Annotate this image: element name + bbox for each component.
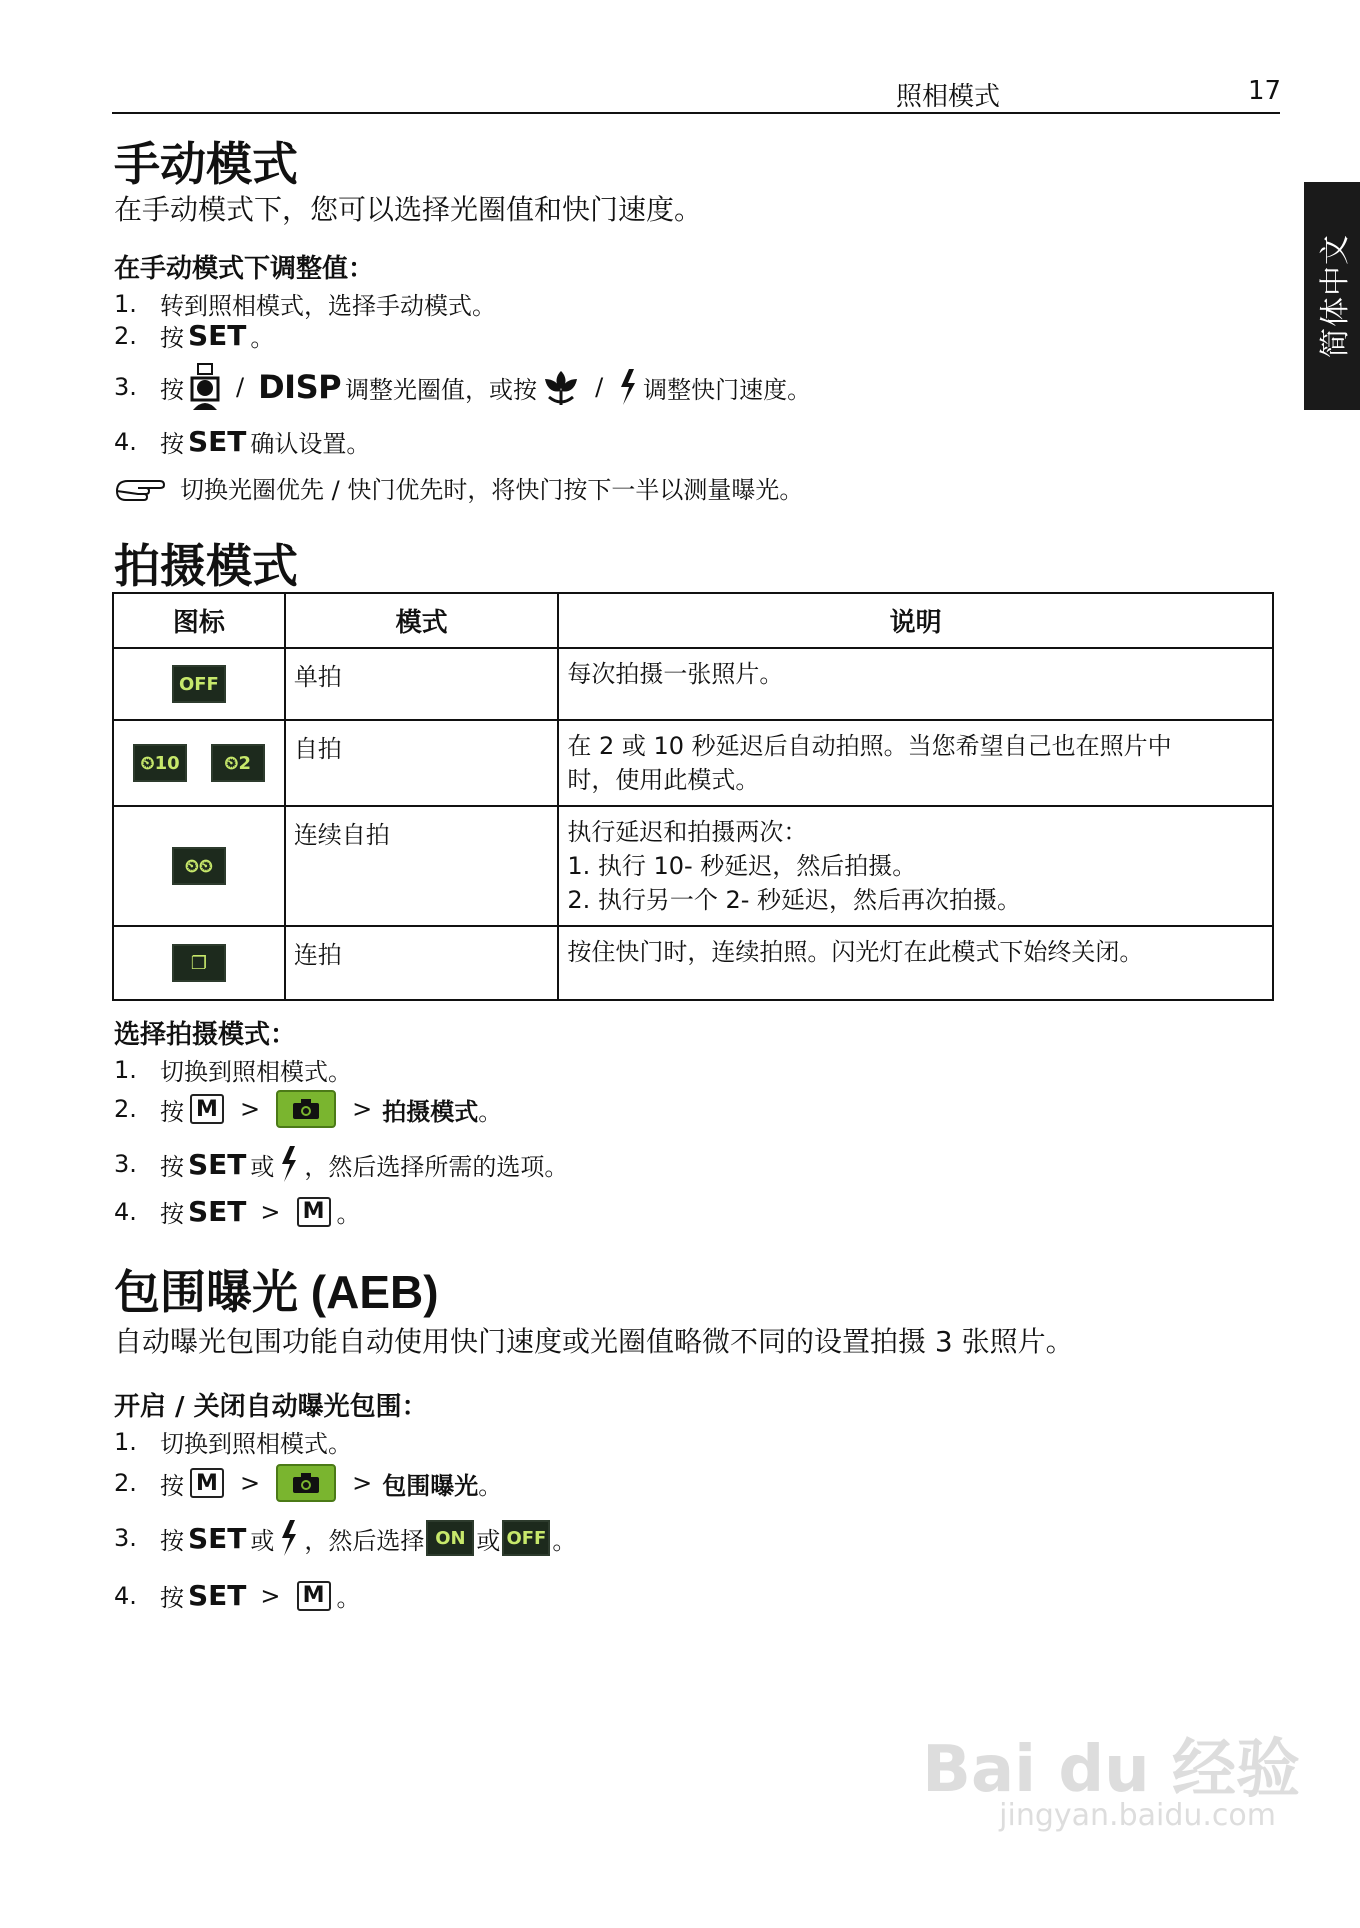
table-row: [113, 720, 1273, 806]
header-title: 照相模式: [895, 82, 1000, 112]
manual-subheading: 在手动模式下调整值：: [114, 254, 375, 284]
mode-cell: 自拍: [285, 720, 559, 806]
page-number: 17: [1248, 76, 1282, 106]
exposure-person-icon: [188, 362, 222, 412]
table-header-row: [113, 593, 1273, 648]
shooting-step-1: 1. 切换到照相模式。: [114, 1055, 352, 1086]
set-key: SET: [188, 1521, 247, 1555]
manual-step-3: 3. 按 / DISP 调整光圈值，或按 / 调整快门速度。: [114, 362, 811, 412]
aeb-off-icon: OFF: [502, 1520, 550, 1556]
table-row: [113, 926, 1273, 1000]
table-row: [113, 648, 1273, 720]
column-header-description: 说明: [558, 593, 1273, 648]
icon-cell: [113, 926, 285, 1000]
manual-intro: 在手动模式下，您可以选择光圈值和快门速度。: [114, 193, 703, 226]
mode-cell: 连拍: [285, 926, 559, 1000]
continuous-shot-icon: ❐: [172, 944, 226, 982]
aeb-step-4: 4. 按 SET > M 。: [114, 1579, 361, 1612]
description-cell: 执行延迟和拍摄两次： 1. 执行 10- 秒延迟，然后拍摄。 2. 执行另一个 2- 秒延迟，然后再次拍摄。: [558, 806, 1273, 926]
set-key: SET: [188, 1195, 247, 1228]
camera-menu-icon: [276, 1090, 336, 1128]
mode-cell: 连续自拍: [285, 806, 559, 926]
macro-flower-icon: [541, 367, 581, 407]
camera-menu-icon: [276, 1464, 336, 1502]
menu-m-button-icon: M: [190, 1468, 224, 1498]
menu-m-button-icon: M: [297, 1197, 331, 1227]
aeb-on-icon: ON: [426, 1520, 474, 1556]
manual-step-1: 1. 转到照相模式，选择手动模式。: [114, 289, 496, 320]
language-side-tab: [1304, 182, 1360, 410]
shooting-mode-table: [112, 592, 1274, 1001]
set-key: SET: [188, 319, 247, 352]
aeb-intro: 自动曝光包围功能自动使用快门速度或光圈值略微不同的设置拍摄 3 张照片。: [114, 1325, 1074, 1358]
description-cell: 每次拍摄一张照片。: [558, 648, 1273, 720]
double-self-timer-icon: ⏲⏲: [172, 847, 226, 885]
single-shot-icon: OFF: [172, 665, 226, 703]
column-header-icon: 图标: [113, 593, 285, 648]
self-timer-2s-icon: ⏲2: [211, 744, 265, 782]
manual-step-4: 4. 按 SET 确认设置。: [114, 425, 371, 458]
menu-m-button-icon: M: [190, 1094, 224, 1124]
icon-cell: [113, 720, 285, 806]
aeb-step-2: 2. 按 M > > 包围曝光 。: [114, 1464, 502, 1502]
flash-icon: [278, 1518, 300, 1558]
baidu-watermark: Bai du 经验: [922, 1733, 1300, 1807]
disp-key: DISP: [258, 368, 342, 406]
description-cell: 按住快门时，连续拍照。闪光灯在此模式下始终关闭。: [558, 926, 1273, 1000]
menu-item-aeb: 包围曝光: [382, 1471, 479, 1500]
manual-heading: 手动模式: [114, 137, 298, 191]
menu-m-button-icon: M: [297, 1581, 331, 1611]
icon-cell: [113, 806, 285, 926]
icon-cell: [113, 648, 285, 720]
set-key: SET: [188, 1579, 247, 1612]
side-tab-label: 简体中文: [1318, 234, 1353, 358]
set-key: SET: [188, 1147, 247, 1181]
manual-note: 切换光圈优先 / 快门优先时，将快门按下一半以测量曝光。: [114, 470, 803, 505]
description-cell: 在 2 或 10 秒延迟后自动拍照。当您希望自己也在照片中 时，使用此模式。: [558, 720, 1273, 806]
shooting-step-3: 3. 按 SET 或 ，然后选择所需的选项。: [114, 1144, 568, 1184]
table-row: [113, 806, 1273, 926]
aeb-step-3: 3. 按 SET 或 ，然后选择 ON 或 OFF 。: [114, 1518, 576, 1558]
aeb-heading: 包围曝光 (AEB): [114, 1266, 439, 1318]
shooting-subheading: 选择拍摄模式：: [114, 1020, 297, 1050]
shooting-step-4: 4. 按 SET > M 。: [114, 1195, 361, 1228]
aeb-step-1: 1. 切换到照相模式。: [114, 1427, 352, 1458]
mode-cell: 单拍: [285, 648, 559, 720]
shooting-heading: 拍摄模式: [114, 539, 298, 593]
menu-item-shooting-mode: 拍摄模式: [382, 1097, 479, 1126]
column-header-mode: 模式: [285, 593, 559, 648]
flash-icon: [278, 1144, 300, 1184]
shooting-step-2: 2. 按 M > > 拍摄模式 。: [114, 1090, 502, 1128]
pointing-hand-icon: [114, 473, 166, 503]
aeb-subheading: 开启 / 关闭自动曝光包围：: [114, 1392, 428, 1422]
set-key: SET: [188, 425, 247, 458]
header-rule: [112, 112, 1280, 114]
baidu-watermark-url: jingyan.baidu.com: [999, 1798, 1276, 1833]
flash-icon: [617, 367, 639, 407]
self-timer-10s-icon: ⏲10: [133, 744, 187, 782]
manual-step-2: 2. 按 SET 。: [114, 319, 275, 352]
